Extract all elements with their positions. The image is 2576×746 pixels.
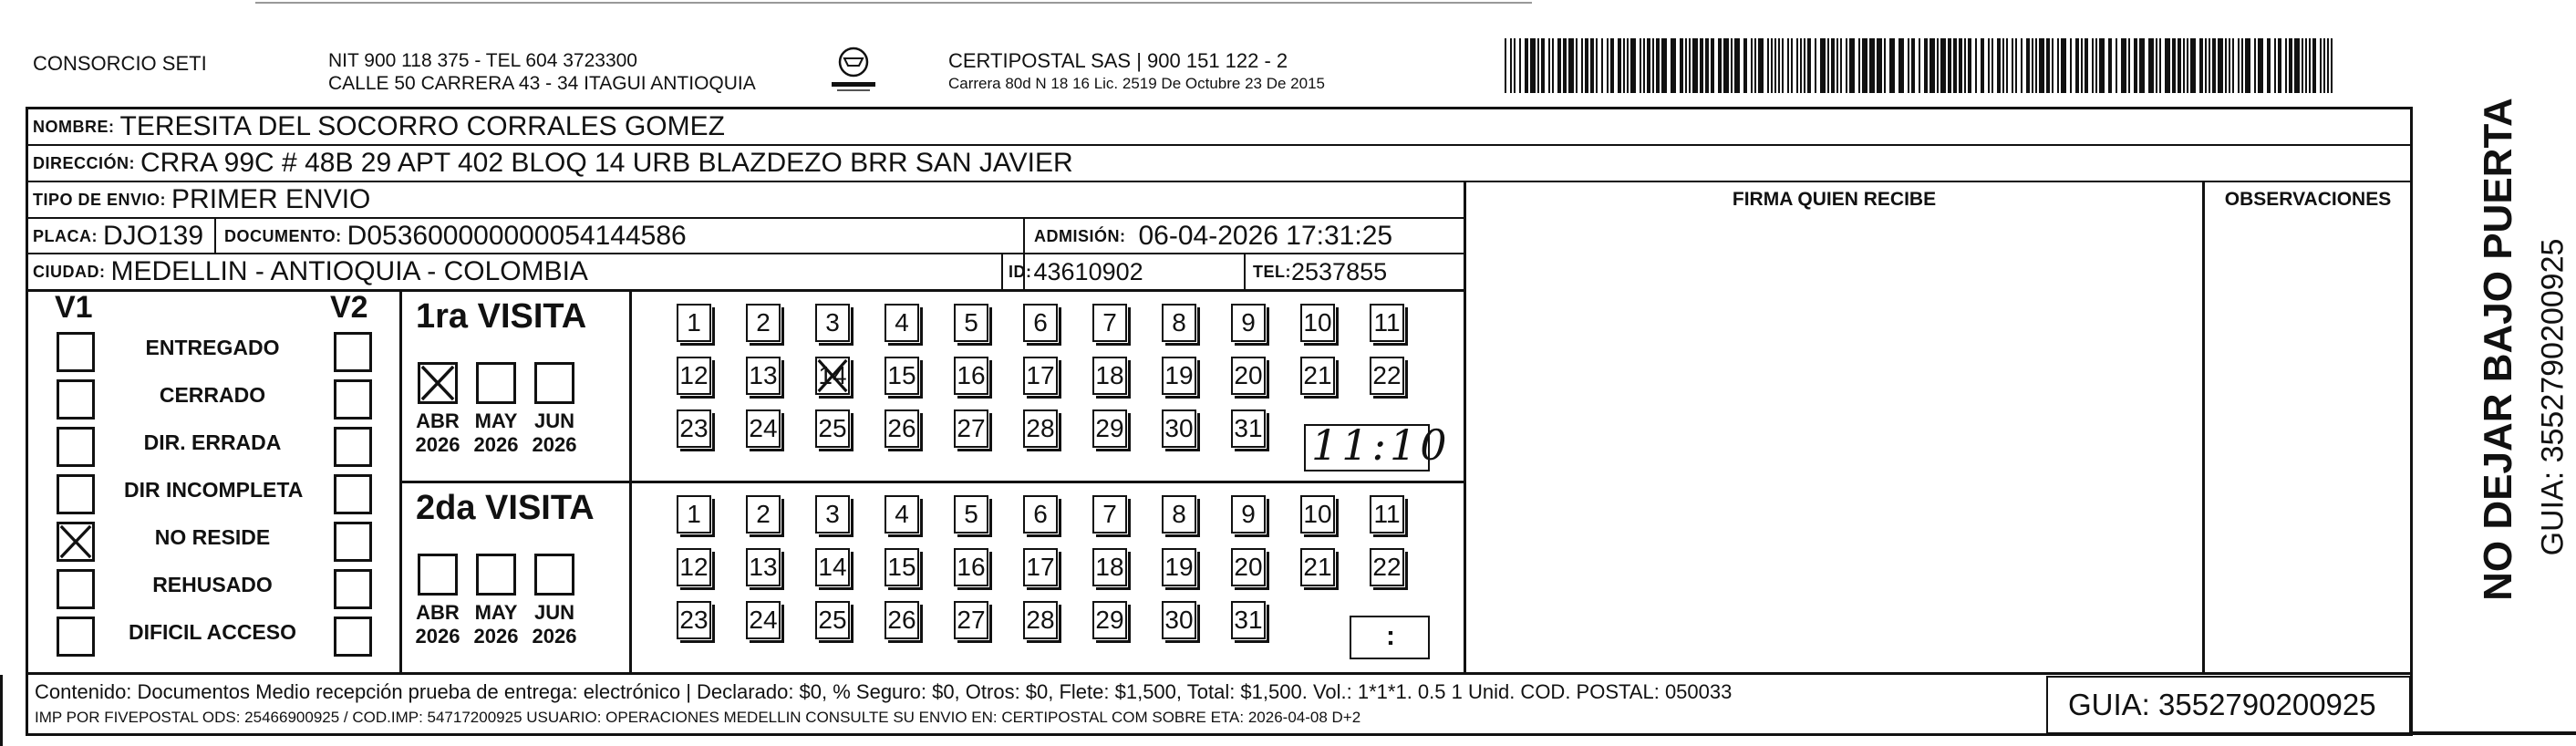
v2-checkbox[interactable]	[334, 474, 372, 514]
tel-cell	[1253, 254, 1387, 289]
v2-checkbox[interactable]	[334, 427, 372, 467]
id-value: 43610902	[1033, 257, 1143, 285]
day-box[interactable]: 6	[1023, 495, 1058, 534]
top-rule	[255, 2, 1532, 4]
day-box[interactable]: 21	[1300, 548, 1335, 586]
month-checkbox[interactable]	[534, 554, 574, 596]
day-box[interactable]: 12	[677, 548, 711, 586]
nombre-row	[33, 109, 725, 144]
day-box[interactable]: 28	[1023, 601, 1058, 639]
day-box[interactable]: 31	[1231, 409, 1266, 448]
month-checkbox[interactable]	[476, 554, 516, 596]
month-label: ABR 2026	[415, 601, 460, 648]
day-box[interactable]: 14	[815, 548, 850, 586]
left-edge-rule	[0, 675, 3, 746]
visit2-title: 2da VISITA	[416, 489, 595, 527]
month-label: JUN 2026	[532, 601, 577, 648]
side-guia-text: GUIA: 3552790200925	[2535, 238, 2571, 556]
day-box[interactable]: 16	[954, 548, 988, 586]
day-box[interactable]: 7	[1092, 304, 1127, 342]
v1-checkbox[interactable]	[57, 379, 95, 420]
v1-checkbox[interactable]	[57, 569, 95, 609]
license-line: Carrera 80d N 18 16 Lic. 2519 De Octubre 23 De 2015	[948, 75, 1325, 92]
v1-checkbox[interactable]	[57, 474, 95, 514]
direccion-row	[33, 146, 1073, 181]
month-label: MAY 2026	[473, 409, 519, 456]
reason-label: REHUSADO	[152, 573, 273, 596]
day-box[interactable]: 17	[1023, 357, 1058, 395]
v2-checkbox[interactable]	[334, 379, 372, 420]
day-box[interactable]: 7	[1092, 495, 1127, 534]
nit-line: NIT 900 118 375 - TEL 604 3723300	[328, 50, 637, 71]
v2-checkbox[interactable]	[334, 522, 372, 562]
ciudad-label: CIUDAD:	[33, 262, 106, 281]
v1-label: V1	[55, 290, 93, 325]
admision-value: 06-04-2026 17:31:25	[1138, 221, 1393, 251]
footer-line1: Contenido: Documentos Medio recepción prueba de entrega: electrónico | Declarado: $0, % Seguro: $0, Otros: $0, Flete: $1,500, Total: $1,500. Vol.: 1*1*1. 0.5 1 Unid. COD. POSTAL: 050033	[35, 680, 1733, 703]
day-box[interactable]: 22	[1370, 357, 1404, 395]
day-box[interactable]: 14	[815, 357, 850, 395]
v2-label: V2	[330, 290, 368, 325]
visit2-time-colon: :	[1386, 621, 1395, 651]
admision-cell	[1034, 219, 1392, 254]
direccion-value: CRRA 99C # 48B 29 APT 402 BLOQ 14 URB BLAZDEZO BRR SAN JAVIER	[140, 148, 1073, 178]
day-box[interactable]: 23	[677, 601, 711, 639]
day-box[interactable]: 10	[1300, 495, 1335, 534]
company-name: CONSORCIO SETI	[33, 52, 207, 75]
v1-checkbox[interactable]	[57, 616, 95, 657]
day-box[interactable]: 13	[746, 548, 781, 586]
day-box[interactable]: 4	[885, 495, 919, 534]
id-label: ID:	[1009, 262, 1032, 281]
day-box[interactable]: 30	[1162, 409, 1196, 448]
day-box[interactable]: 3	[815, 304, 850, 342]
day-box[interactable]: 1	[677, 304, 711, 342]
reason-label: DIR INCOMPLETA	[124, 478, 304, 502]
month-label: ABR 2026	[415, 409, 460, 456]
direccion-label: DIRECCIÓN:	[33, 153, 135, 172]
placa-label: PLACA:	[33, 226, 98, 245]
day-box[interactable]: 31	[1231, 601, 1266, 639]
day-box[interactable]: 8	[1162, 304, 1196, 342]
day-box[interactable]: 25	[815, 409, 850, 448]
day-box[interactable]: 20	[1231, 357, 1266, 395]
day-box[interactable]: 27	[954, 409, 988, 448]
day-box[interactable]: 24	[746, 409, 781, 448]
placa-value: DJO139	[103, 221, 204, 251]
v2-checkbox[interactable]	[334, 332, 372, 372]
day-box[interactable]: 16	[954, 357, 988, 395]
tel-label: TEL:	[1253, 262, 1291, 281]
tipo-label: TIPO DE ENVIO:	[33, 190, 167, 209]
documento-value: D053600000000054144586	[347, 221, 687, 251]
day-box[interactable]: 18	[1092, 548, 1127, 586]
day-box[interactable]: 29	[1092, 409, 1127, 448]
v1-checkbox[interactable]	[57, 522, 95, 562]
day-box[interactable]: 11	[1370, 495, 1404, 534]
day-box[interactable]: 10	[1300, 304, 1335, 342]
day-box[interactable]: 23	[677, 409, 711, 448]
ciudad-value: MEDELLIN - ANTIOQUIA - COLOMBIA	[110, 256, 588, 286]
day-box[interactable]: 9	[1231, 304, 1266, 342]
day-box[interactable]: 26	[885, 409, 919, 448]
id-cell	[1009, 254, 1143, 289]
day-box[interactable]: 8	[1162, 495, 1196, 534]
day-box[interactable]: 25	[815, 601, 850, 639]
visit1-title: 1ra VISITA	[416, 297, 587, 336]
day-box[interactable]: 26	[885, 601, 919, 639]
day-box[interactable]: 28	[1023, 409, 1058, 448]
certipostal-logo-icon	[826, 44, 881, 98]
barcode-icon	[1505, 38, 2343, 93]
day-box[interactable]: 30	[1162, 601, 1196, 639]
reason-label: NO RESIDE	[154, 525, 271, 549]
month-label: JUN 2026	[532, 409, 577, 456]
month-checkbox[interactable]	[418, 362, 458, 404]
footer-line2: IMP POR FIVEPOSTAL ODS: 25466900925 / COD.IMP: 54717200925 USUARIO: OPERACIONES MEDELLIN CONSULTE SU ENVIO EN: CERTIPOSTAL COM SOBRE ETA: 2026-04-08 D+2	[35, 709, 1361, 726]
month-label: MAY 2026	[473, 601, 519, 648]
guia-box-text: GUIA: 3552790200925	[2068, 688, 2376, 721]
visit1-handwritten-time: 11:10	[1311, 420, 1451, 470]
visit2-time-box[interactable]	[1350, 616, 1430, 659]
day-box[interactable]: 21	[1300, 357, 1335, 395]
day-box[interactable]: 3	[815, 495, 850, 534]
placa-cell	[33, 219, 203, 254]
ciudad-cell	[33, 254, 588, 289]
day-box[interactable]: 12	[677, 357, 711, 395]
day-box[interactable]: 5	[954, 495, 988, 534]
reason-label: ENTREGADO	[145, 336, 280, 359]
day-box[interactable]: 2	[746, 495, 781, 534]
day-box[interactable]: 19	[1162, 548, 1196, 586]
nombre-value: TERESITA DEL SOCORRO CORRALES GOMEZ	[119, 111, 725, 141]
day-box[interactable]: 15	[885, 548, 919, 586]
day-box[interactable]: 19	[1162, 357, 1196, 395]
v2-checkbox[interactable]	[334, 616, 372, 657]
reason-label: DIFICIL ACCESO	[128, 620, 296, 644]
reason-label: DIR. ERRADA	[143, 430, 282, 454]
day-box[interactable]: 5	[954, 304, 988, 342]
observaciones-header: OBSERVACIONES	[2224, 189, 2392, 210]
day-box[interactable]: 29	[1092, 601, 1127, 639]
bottom-rule	[2413, 731, 2576, 735]
tipo-row	[33, 182, 370, 217]
day-box[interactable]: 6	[1023, 304, 1058, 342]
tipo-value: PRIMER ENVIO	[171, 184, 371, 214]
no-dejar-text: NO DEJAR BAJO PUERTA	[2476, 98, 2520, 601]
certipostal-line: CERTIPOSTAL SAS | 900 151 122 - 2	[948, 49, 1288, 72]
day-box[interactable]: 24	[746, 601, 781, 639]
tel-value: 2537855	[1291, 257, 1388, 285]
month-checkbox[interactable]	[534, 362, 574, 404]
day-box[interactable]: 20	[1231, 548, 1266, 586]
day-box[interactable]: 1	[677, 495, 711, 534]
side-text-group	[2416, 98, 2571, 646]
v1-checkbox[interactable]	[57, 332, 95, 372]
day-box[interactable]: 13	[746, 357, 781, 395]
v2-checkbox[interactable]	[334, 569, 372, 609]
address-line: CALLE 50 CARRERA 43 - 34 ITAGUI ANTIOQUIA	[328, 73, 756, 94]
day-box[interactable]: 11	[1370, 304, 1404, 342]
v1-checkbox[interactable]	[57, 427, 95, 467]
reason-label: CERRADO	[159, 383, 266, 407]
nombre-label: NOMBRE:	[33, 117, 115, 136]
documento-cell	[224, 219, 687, 254]
month-checkbox[interactable]	[418, 554, 458, 596]
day-box[interactable]: 18	[1092, 357, 1127, 395]
day-box[interactable]: 2	[746, 304, 781, 342]
day-box[interactable]: 4	[885, 304, 919, 342]
admision-label: ADMISIÓN:	[1034, 226, 1126, 245]
day-box[interactable]: 27	[954, 601, 988, 639]
visit1-time-box[interactable]	[1304, 420, 1451, 471]
month-checkbox[interactable]	[476, 362, 516, 404]
day-check-mark	[817, 358, 848, 393]
firma-header: FIRMA QUIEN RECIBE	[1732, 189, 1937, 210]
day-box[interactable]: 9	[1231, 495, 1266, 534]
documento-label: DOCUMENTO:	[224, 226, 342, 245]
day-box[interactable]: 22	[1370, 548, 1404, 586]
day-box[interactable]: 17	[1023, 548, 1058, 586]
day-box[interactable]: 15	[885, 357, 919, 395]
